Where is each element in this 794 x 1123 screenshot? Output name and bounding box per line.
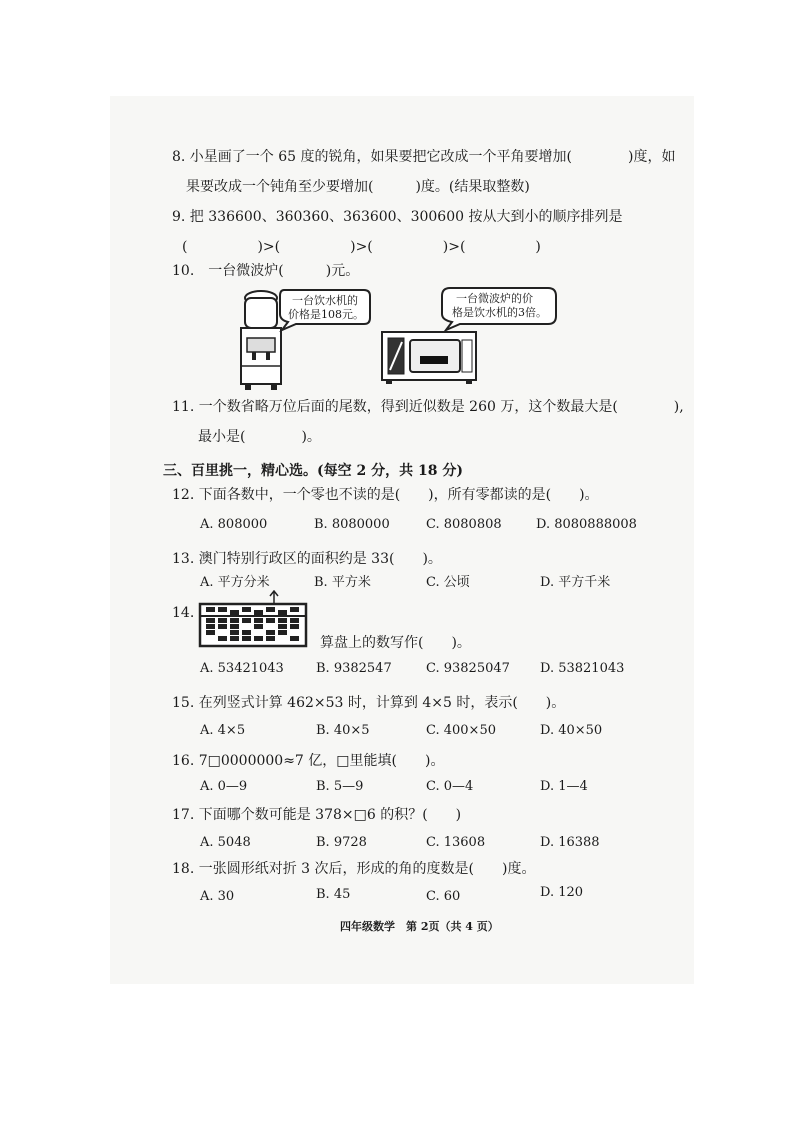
q17-option-c[interactable]: C. 13608	[426, 835, 486, 850]
q8-line2: 果要改成一个钝角至少要增加( )度。(结果取整数)	[186, 179, 530, 195]
q14-option-a[interactable]: A. 53421043	[200, 661, 284, 676]
q10-line1: 10. 一台微波炉( )元。	[172, 263, 360, 279]
q14-number: 14.	[172, 605, 195, 621]
q16-option-b[interactable]: B. 5—9	[316, 779, 364, 794]
q13-option-b[interactable]: B. 平方米	[314, 575, 371, 590]
q15-option-a[interactable]: A. 4×5	[200, 723, 246, 738]
bubble2-line2: 格是饮水机的3倍。	[452, 306, 547, 319]
q9-line1: 9. 把 336600、360360、363600、300600 按从大到小的顺序排列是	[172, 209, 623, 225]
q15-option-c[interactable]: C. 400×50	[426, 723, 496, 738]
page-footer: 四年级数学 第 2页（共 4 页）	[340, 920, 499, 933]
q17-stem: 17. 下面哪个数可能是 378×□6 的积？( )	[172, 807, 462, 823]
q14-option-b[interactable]: B. 9382547	[316, 661, 392, 676]
q18-option-d[interactable]: D. 120	[540, 885, 584, 900]
q17-option-d[interactable]: D. 16388	[540, 835, 600, 850]
q14-option-d[interactable]: D. 53821043	[540, 661, 625, 676]
q8-line1: 8. 小星画了一个 65 度的锐角，如果要把它改成一个平角要增加( )度，如	[172, 149, 676, 165]
q15-option-d[interactable]: D. 40×50	[540, 723, 603, 738]
q13-option-d[interactable]: D. 平方千米	[540, 575, 611, 590]
q17-option-b[interactable]: B. 9728	[316, 835, 367, 850]
q16-stem: 16. 7□0000000≈7 亿，□里能填( )。	[172, 753, 445, 769]
q15-option-b[interactable]: B. 40×5	[316, 723, 370, 738]
q17-option-a[interactable]: A. 5048	[200, 835, 251, 850]
section-3-heading: 三、百里挑一，精心选。(每空 2 分，共 18 分)	[163, 463, 463, 479]
q12-option-c[interactable]: C. 8080808	[426, 517, 502, 532]
exam-page	[110, 96, 694, 984]
q18-stem: 18. 一张圆形纸对折 3 次后，形成的角的度数是( )度。	[172, 861, 536, 877]
q14-stem: 算盘上的数写作( )。	[320, 635, 471, 651]
q15-stem: 15. 在列竖式计算 462×53 时，计算到 4×5 时，表示( )。	[172, 695, 566, 711]
q13-option-a[interactable]: A. 平方分米	[200, 575, 270, 590]
q12-option-a[interactable]: A. 808000	[200, 517, 268, 532]
q12-stem: 12. 下面各数中，一个零也不读的是( )，所有零都读的是( )。	[172, 487, 599, 503]
q11-line1: 11. 一个数省略万位后面的尾数，得到近似数是 260 万，这个数最大是( ),	[172, 399, 684, 415]
q18-option-b[interactable]: B. 45	[316, 887, 351, 902]
q11-line2: 最小是( )。	[198, 429, 321, 445]
bubble1-line1: 一台饮水机的	[292, 294, 358, 307]
q18-option-c[interactable]: C. 60	[426, 889, 461, 904]
q13-option-c[interactable]: C. 公顷	[426, 575, 470, 590]
q16-option-d[interactable]: D. 1—4	[540, 779, 588, 794]
q16-option-c[interactable]: C. 0—4	[426, 779, 474, 794]
microwave-image	[378, 326, 482, 386]
bubble2-line1: 一台微波炉的价	[456, 292, 533, 305]
q12-option-b[interactable]: B. 8080000	[314, 517, 390, 532]
q18-option-a[interactable]: A. 30	[200, 889, 235, 904]
q13-stem: 13. 澳门特别行政区的面积约是 33( )。	[172, 551, 442, 567]
q12-option-d[interactable]: D. 8080888008	[536, 517, 637, 532]
q16-option-a[interactable]: A. 0—9	[200, 779, 248, 794]
bubble1-line2: 价格是108元。	[288, 308, 364, 321]
q14-option-c[interactable]: C. 93825047	[426, 661, 510, 676]
q9-line2: ( )>( )>( )>( )	[182, 239, 541, 255]
abacus-image	[198, 590, 310, 648]
